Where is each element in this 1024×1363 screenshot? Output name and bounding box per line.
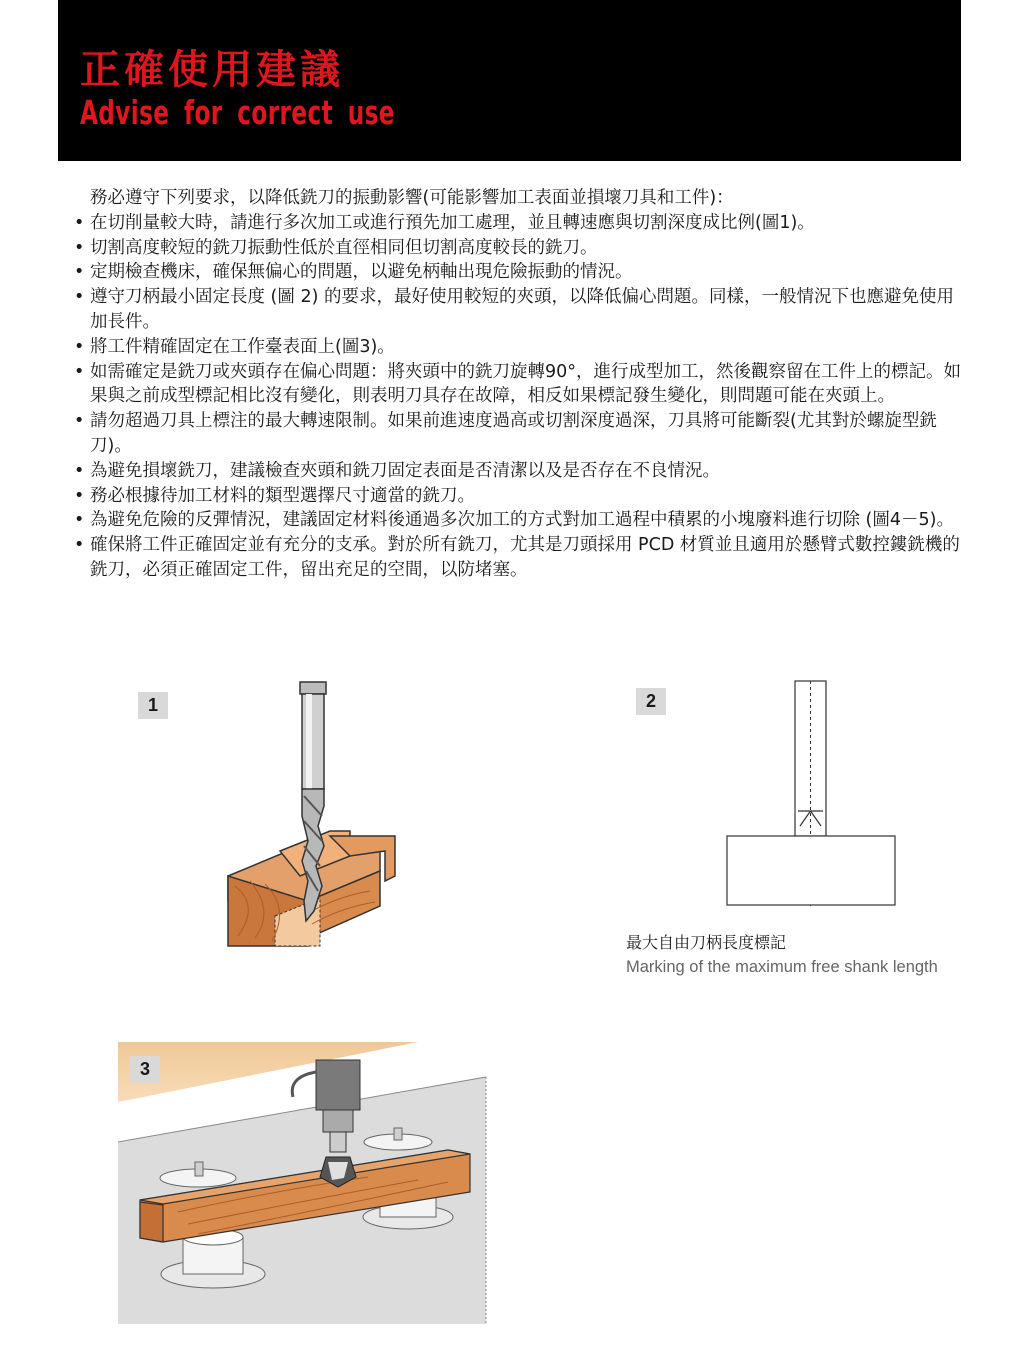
- figure-2-caption-zh: 最大自由刀柄長度標記: [626, 935, 787, 952]
- figure-3-label: 3: [130, 1056, 160, 1083]
- figure-2-caption: [626, 933, 938, 979]
- list-item: • 定期檢查機床，確保無偏心的問題，以避免柄軸出現危險振動的情況。: [74, 260, 964, 285]
- page-header: [58, 0, 961, 161]
- list-item: • 確保將工件正確固定並有充分的支承。對於所有銑刀，尤其是刀頭採用 PCD 材質並且適用於懸臂式數控鏤銑機的銑刀，必須正確固定工件，留出充足的空間，以防堵塞。: [74, 533, 964, 583]
- advice-list: [74, 211, 964, 583]
- list-item: • 為避免損壞銑刀，建議檢查夾頭和銑刀固定表面是否清潔以及是否存在不良情況。: [74, 459, 964, 484]
- list-item: • 將工件精確固定在工作臺表面上(圖3)。: [74, 335, 964, 360]
- list-item: • 務必根據待加工材料的類型選擇尺寸適當的銑刀。: [74, 484, 964, 509]
- list-item: • 遵守刀柄最小固定長度 (圖 2) 的要求，最好使用較短的夾頭，以降低偏心問題。同樣，一般情況下也應避免使用加長件。: [74, 285, 964, 335]
- list-item: • 請勿超過刀具上標注的最大轉速限制。如果前進速度過高或切割深度過深，刀具將可能斷裂(尤其對於螺旋型銑刀)。: [74, 409, 964, 459]
- list-item: • 為避免危險的反彈情況，建議固定材料後通過多次加工的方式對加工過程中積累的小塊廢料進行切除 (圖4－5)。: [74, 508, 964, 533]
- figure-2-label: 2: [636, 688, 666, 715]
- page-title-en: Advise for correct use: [80, 93, 395, 132]
- intro-paragraph: 務必遵守下列要求，以降低銑刀的振動影響(可能影響加工表面並損壞刀具和工件)：: [90, 188, 734, 208]
- figure-1-label: 1: [138, 692, 168, 719]
- list-item: • 切割高度較短的銑刀振動性低於直徑相同但切割高度較長的銑刀。: [74, 236, 964, 261]
- figure-2-diagram: [720, 676, 900, 908]
- figure-3-illustration: [118, 1042, 488, 1324]
- list-item: • 如需確定是銑刀或夾頭存在偏心問題：將夾頭中的銑刀旋轉90°，進行成型加工，然後觀察留在工件上的標記。如果與之前成型標記相比沒有變化，則表明刀具存在故障，相反如果標記發生變化，則問題可能在夾頭上。: [74, 360, 964, 410]
- list-item: • 在切削量較大時，請進行多次加工或進行預先加工處理，並且轉速應與切割深度成比例(圖1)。: [74, 211, 964, 236]
- figure-1-illustration: [220, 676, 410, 956]
- advice-text: [74, 186, 964, 583]
- page-title-zh: 正確使用建議: [80, 47, 344, 93]
- figure-2-caption-en: Marking of the maximum free shank length: [626, 958, 938, 976]
